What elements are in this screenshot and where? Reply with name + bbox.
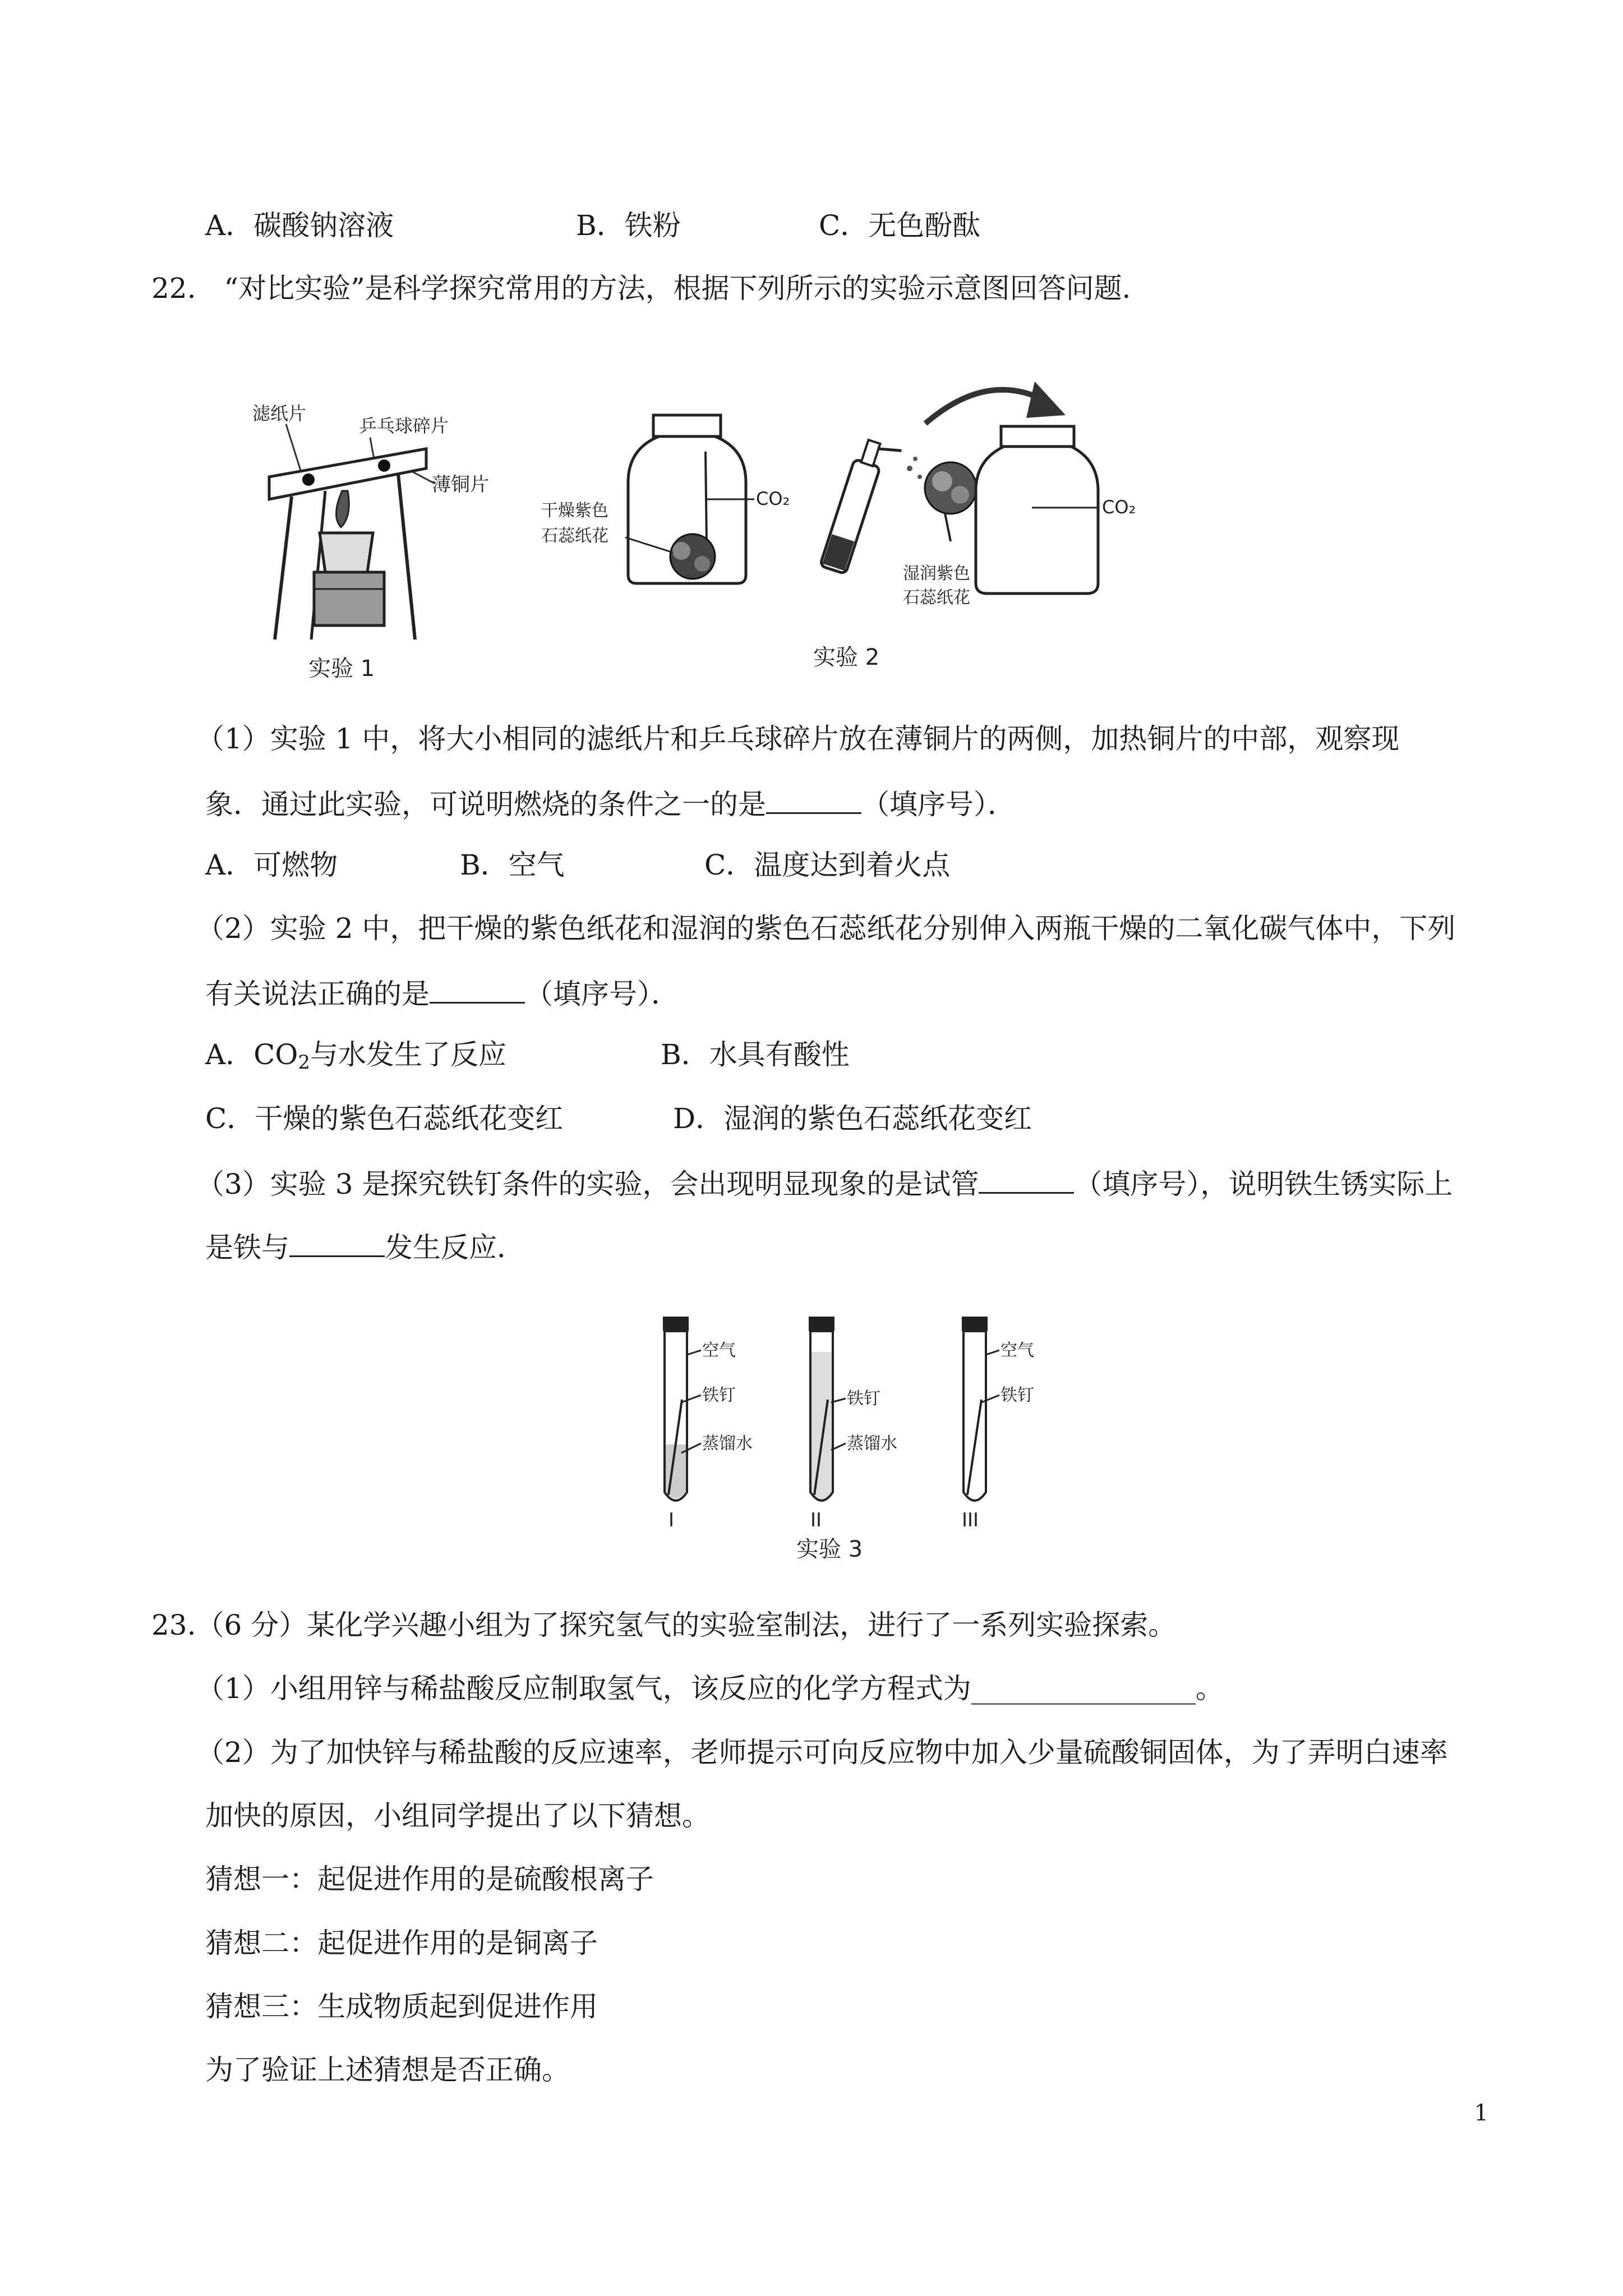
label-nail-2: 铁钉 <box>847 1389 880 1409</box>
q22-part1-line1: （1）实验 1 中，将大小相同的滤纸片和乒乓球碎片放在薄铜片的两侧，加热铜片的中部，观察现 <box>196 723 1400 755</box>
q23-guess-2: 猜想二：起促进作用的是铜离子 <box>205 1927 598 1959</box>
q23-guess-1: 猜想一：起促进作用的是硫酸根离子 <box>205 1863 654 1895</box>
label-water-2: 蒸馏水 <box>847 1434 897 1453</box>
label-water-1: 蒸馏水 <box>702 1434 753 1453</box>
q22-part3-line1: （3）实验 3 是探究铁钉条件的实验，会出现明显现象的是试管 （填序号），说明铁生锈实际上 <box>196 1164 1453 1202</box>
experiment-2-caption: 实验 2 <box>813 645 880 670</box>
q23-part2-line2: 加快的原因，小组同学提出了以下猜想。 <box>205 1800 710 1832</box>
experiment-1-figure <box>241 393 533 684</box>
experiment-1-caption: 实验 1 <box>308 656 375 682</box>
experiment-2-figure <box>538 348 1178 684</box>
label-wet-flower-1: 湿润紫色 <box>903 564 970 583</box>
q22-part2-option-c: C．干燥的紫色石蕊纸花变红 <box>205 1102 564 1135</box>
answer-blank-3[interactable] <box>979 1164 1074 1194</box>
answer-blank-1[interactable] <box>766 784 861 814</box>
q22-part3-line2: 是铁与 发生反应． <box>205 1227 525 1266</box>
label-co2-b: CO₂ <box>1102 496 1136 518</box>
page-number: 1 <box>1474 2100 1488 2126</box>
q22-stem: 22. “对比实验”是科学探究常用的方法，根据下列所示的实验示意图回答问题． <box>151 272 1150 305</box>
label-nail-1: 铁钉 <box>702 1386 736 1405</box>
q23-part2-line1: （2）为了加快锌与稀盐酸的反应速率，老师提示可向反应物中加入少量硫酸铜固体，为了弄明白速率 <box>196 1736 1448 1769</box>
label-wet-flower-2: 石蕊纸花 <box>903 588 970 608</box>
q21-option-b: B．铁粉 <box>576 209 681 242</box>
q22-part2-line2: 有关说法正确的是 （填序号）． <box>205 974 679 1012</box>
q22-part1-option-b: B．空气 <box>460 849 565 881</box>
label-dry-flower-2: 石蕊纸花 <box>541 526 608 546</box>
q23-verify: 为了验证上述猜想是否正确。 <box>205 2054 570 2086</box>
label-filter-paper: 滤纸片 <box>252 403 307 424</box>
q22-part2-option-b: B．水具有酸性 <box>661 1038 850 1071</box>
tube-3-label: III <box>962 1509 979 1531</box>
label-air-1: 空气 <box>702 1341 736 1360</box>
q22-part2-option-d: D．湿润的紫色石蕊纸花变红 <box>673 1102 1032 1135</box>
label-pingpong: 乒乓球碎片 <box>359 415 449 436</box>
answer-blank-2[interactable] <box>430 974 525 1004</box>
experiment-3-caption: 实验 3 <box>796 1536 863 1562</box>
q21-option-a: A．碳酸钠溶液 <box>205 209 394 242</box>
q21-option-c: C．无色酚酞 <box>819 209 981 242</box>
answer-blank-4[interactable] <box>289 1227 385 1257</box>
label-nail-3: 铁钉 <box>1000 1386 1034 1405</box>
q22-part2-line1: （2）实验 2 中，把干燥的紫色纸花和湿润的紫色石蕊纸花分别伸入两瓶干燥的二氧化碳气体中，下列 <box>196 912 1456 945</box>
q22-part1-line2: 象．通过此实验，可说明燃烧的条件之一的是 （填序号）． <box>205 784 1016 822</box>
label-air-3: 空气 <box>1000 1341 1034 1360</box>
tube-2-label: II <box>810 1509 822 1531</box>
q23-stem: 23.（6 分）某化学兴趣小组为了探究氢气的实验室制法，进行了一系列实验探索。 <box>151 1609 1177 1641</box>
experiment-3-figure <box>656 1310 1082 1562</box>
q22-part1-option-c: C．温度达到着火点 <box>704 849 951 881</box>
q23-part1: （1）小组用锌与稀盐酸反应制取氢气，该反应的化学方程式为________________。 <box>196 1672 1224 1705</box>
label-copper: 薄铜片 <box>432 473 489 496</box>
q22-part2-option-a: A．$CO_2$与水发生了反应 <box>205 1038 506 1074</box>
label-co2-a: CO₂ <box>756 488 790 509</box>
q23-guess-3: 猜想三：生成物质起到促进作用 <box>205 1990 598 2023</box>
label-dry-flower-1: 干燥紫色 <box>541 501 608 521</box>
q22-part1-option-a: A．可燃物 <box>205 849 338 881</box>
tube-1-label: I <box>668 1509 675 1531</box>
